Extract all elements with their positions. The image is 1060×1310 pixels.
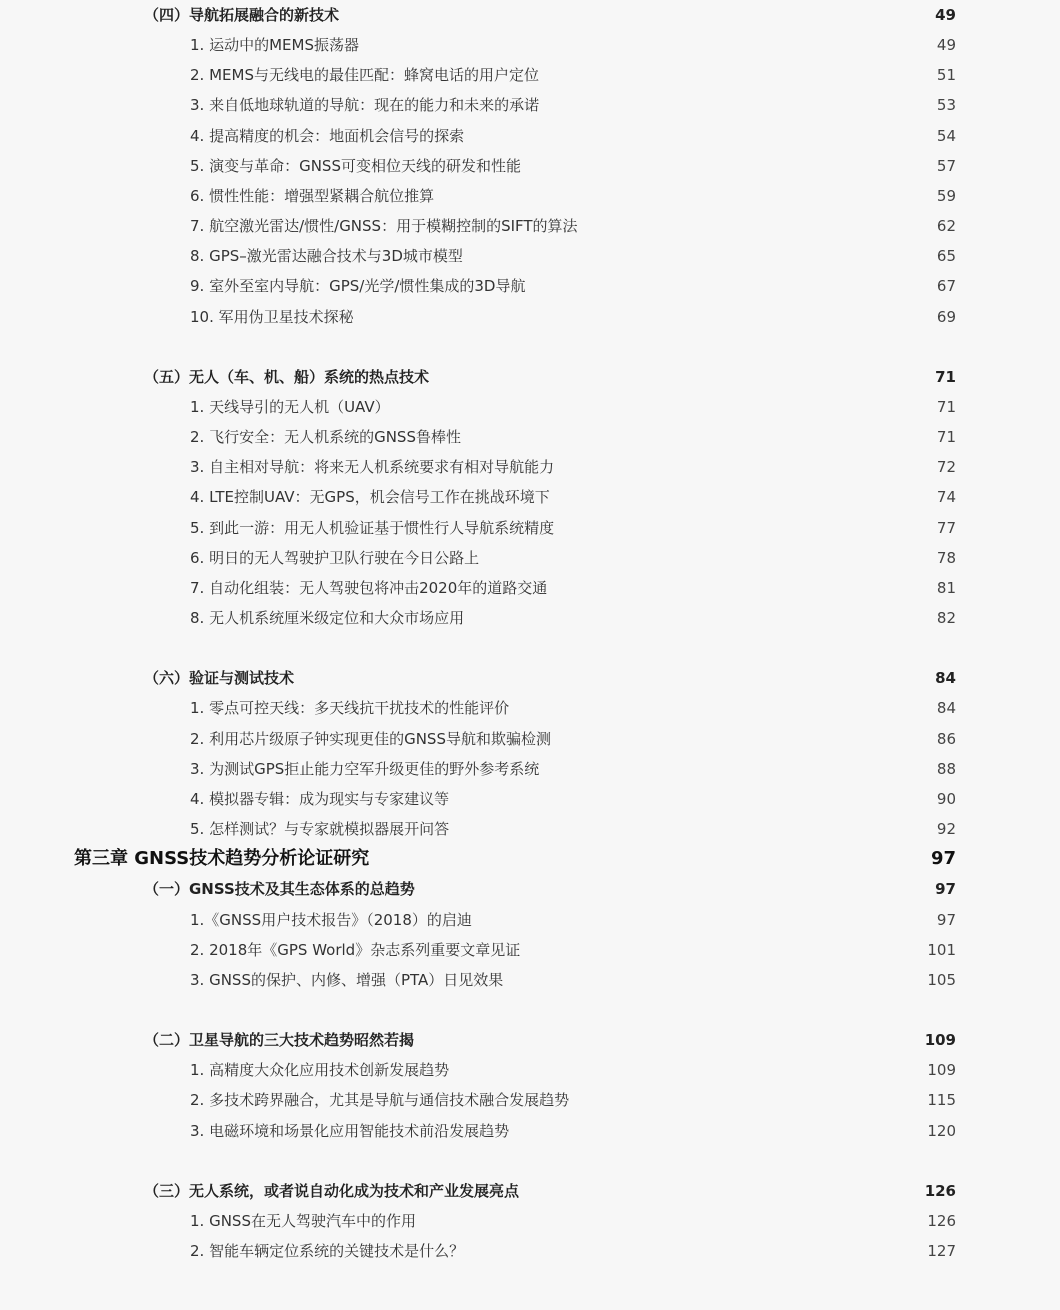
toc-page-number: 84: [936, 699, 956, 718]
toc-item-title: 3. 自主相对导航：将来无人机系统要求有相对导航能力: [190, 458, 555, 477]
toc-page-number: 109: [924, 1031, 956, 1050]
toc-item: [0, 724, 1060, 754]
toc-item: [0, 241, 1060, 271]
toc-section-title: （二）卫星导航的三大技术趋势昭然若揭: [144, 1031, 415, 1050]
toc-item-title: 1. 天线导引的无人机（UAV）: [190, 397, 390, 416]
toc-page-number: 97: [930, 848, 956, 870]
toc-item: [0, 482, 1060, 512]
toc-page-number: 71: [936, 397, 956, 416]
toc-page-number: 97: [935, 880, 956, 899]
toc-item: [0, 181, 1060, 211]
toc-page-number: 54: [936, 126, 956, 145]
toc-item-title: 4. 模拟器专辑：成为现实与专家建议等: [190, 789, 450, 808]
toc-page-number: 101: [927, 940, 956, 959]
toc-page-number: 78: [936, 548, 956, 567]
toc-page-number: 59: [936, 186, 956, 205]
toc-page-number: 109: [927, 1061, 956, 1080]
toc-item: [0, 452, 1060, 482]
toc-item: [0, 422, 1060, 452]
toc-item: [0, 935, 1060, 965]
toc-item-title: 2. 多技术跨界融合，尤其是导航与通信技术融合发展趋势: [190, 1091, 570, 1110]
toc-item: [0, 90, 1060, 120]
toc-page-number: 92: [936, 820, 956, 839]
toc-item-title: 4. 提高精度的机会：地面机会信号的探索: [190, 126, 465, 145]
toc-chapter-title: 第三章 GNSS技术趋势分析论证研究: [74, 848, 370, 870]
toc-item-title: 1. 运动中的MEMS振荡器: [190, 36, 359, 55]
toc-item: [0, 784, 1060, 814]
toc-item: [0, 302, 1060, 332]
toc-page-number: 90: [936, 789, 956, 808]
toc-item-title: 9. 室外至室内导航：GPS/光学/惯性集成的3D导航: [190, 277, 526, 296]
toc-item-title: 1. 零点可控天线：多天线抗干扰技术的性能评价: [190, 699, 510, 718]
toc-item: [0, 814, 1060, 844]
toc-item-title: 1. GNSS在无人驾驶汽车中的作用: [190, 1212, 416, 1230]
toc-page-number: 86: [936, 729, 956, 748]
toc-item-title: 7. 航空激光雷达/惯性/GNSS：用于模糊控制的SIFT的算法: [190, 217, 578, 236]
toc-item: [0, 392, 1060, 422]
toc-item-title: 2. 2018年《GPS World》杂志系列重要文章见证: [190, 940, 521, 959]
toc-item-title: 6. 明日的无人驾驶护卫队行驶在今日公路上: [190, 548, 480, 567]
toc-page-number: 126: [927, 1212, 956, 1230]
toc-item: [0, 1055, 1060, 1085]
toc-page-number: 115: [927, 1091, 956, 1110]
toc-item-title: 3. 电磁环境和场景化应用智能技术前沿发展趋势: [190, 1121, 510, 1140]
toc-item-title: 10. 军用伪卫星技术探秘: [190, 307, 354, 326]
toc-section: [0, 1025, 1060, 1055]
toc-item-title: 8. 无人机系统厘米级定位和大众市场应用: [190, 609, 465, 627]
toc-section: [0, 874, 1060, 904]
toc-section-title: （六）验证与测试技术: [144, 669, 295, 688]
toc-page-number: 120: [927, 1121, 956, 1140]
toc-chapter: [0, 844, 1060, 874]
toc-item: [0, 965, 1060, 995]
toc-page-number: 49: [936, 36, 956, 55]
toc-item-title: 4. LTE控制UAV：无GPS，机会信号工作在挑战环境下: [190, 488, 550, 507]
toc-page-number: 65: [936, 247, 956, 266]
toc-page-number: 49: [935, 6, 956, 24]
toc-item-title: 5. 到此一游：用无人机验证基于惯性行人导航系统精度: [190, 518, 555, 537]
toc-item: [0, 1236, 1060, 1266]
toc-page-number: 126: [924, 1181, 956, 1200]
toc-section: [0, 1176, 1060, 1206]
toc-page-number: 51: [936, 66, 956, 85]
toc-section-title: （一）GNSS技术及其生态体系的总趋势: [144, 880, 415, 899]
toc-page-number: 127: [927, 1242, 956, 1261]
toc-page-number: 82: [936, 609, 956, 627]
toc-item-title: 5. 演变与革命：GNSS可变相位天线的研发和性能: [190, 156, 521, 175]
toc-item: [0, 754, 1060, 784]
toc-item: [0, 121, 1060, 151]
toc-page-number: 69: [936, 307, 956, 326]
toc-item-title: 2. 飞行安全：无人机系统的GNSS鲁棒性: [190, 428, 461, 447]
toc-item-title: 6. 惯性性能：增强型紧耦合航位推算: [190, 186, 435, 205]
toc-page-number: 57: [936, 156, 956, 175]
toc-item-title: 8. GPS–激光雷达融合技术与3D城市模型: [190, 247, 463, 266]
toc-item: [0, 513, 1060, 543]
toc-section-title: （三）无人系统，或者说自动化成为技术和产业发展亮点: [144, 1181, 520, 1200]
toc-item: [0, 30, 1060, 60]
toc-item-title: 3. 来自低地球轨道的导航：现在的能力和未来的承诺: [190, 96, 540, 115]
toc-item: [0, 211, 1060, 241]
toc-item-title: 2. 利用芯片级原子钟实现更佳的GNSS导航和欺骗检测: [190, 729, 551, 748]
toc-item-title: 5. 怎样测试？与专家就模拟器展开问答: [190, 820, 450, 839]
toc-page-number: 77: [936, 518, 956, 537]
toc-item: [0, 543, 1060, 573]
toc-section: [0, 663, 1060, 693]
toc-page-number: 84: [935, 669, 956, 688]
toc-item-title: 1. 高精度大众化应用技术创新发展趋势: [190, 1061, 450, 1080]
toc-item-title: 1.《GNSS用户技术报告》（2018）的启迪: [190, 910, 472, 929]
toc-page-number: 71: [936, 428, 956, 447]
toc-section: [0, 0, 1060, 30]
toc-page-number: 67: [936, 277, 956, 296]
toc-item: [0, 271, 1060, 301]
toc-item: [0, 1085, 1060, 1115]
toc-item: [0, 151, 1060, 181]
toc-page-number: 72: [936, 458, 956, 477]
toc-item-title: 7. 自动化组装：无人驾驶包将冲击2020年的道路交通: [190, 578, 548, 597]
toc-page-number: 71: [935, 367, 956, 386]
toc-page-number: 97: [936, 910, 956, 929]
toc-item-title: 2. MEMS与无线电的最佳匹配：蜂窝电话的用户定位: [190, 66, 539, 85]
toc-item: [0, 905, 1060, 935]
toc-item: [0, 60, 1060, 90]
toc-page-number: 62: [936, 217, 956, 236]
toc-page-number: 88: [936, 759, 956, 778]
toc-section-title: （四）导航拓展融合的新技术: [144, 6, 340, 24]
toc-item-title: 3. GNSS的保护、内修、增强（PTA）日见效果: [190, 970, 504, 989]
toc-page-number: 74: [936, 488, 956, 507]
toc-item: [0, 603, 1060, 633]
toc-page-number: 105: [927, 970, 956, 989]
toc-page-number: 53: [936, 96, 956, 115]
toc-item: [0, 693, 1060, 723]
toc-item: [0, 573, 1060, 603]
toc-section: [0, 362, 1060, 392]
toc-section-title: （五）无人（车、机、船）系统的热点技术: [144, 367, 430, 386]
toc-item: [0, 1116, 1060, 1146]
toc-item: [0, 1206, 1060, 1236]
toc-item-title: 3. 为测试GPS拒止能力空军升级更佳的野外参考系统: [190, 759, 540, 778]
toc-item-title: 2. 智能车辆定位系统的关键技术是什么？: [190, 1242, 465, 1261]
toc-page-number: 81: [936, 578, 956, 597]
